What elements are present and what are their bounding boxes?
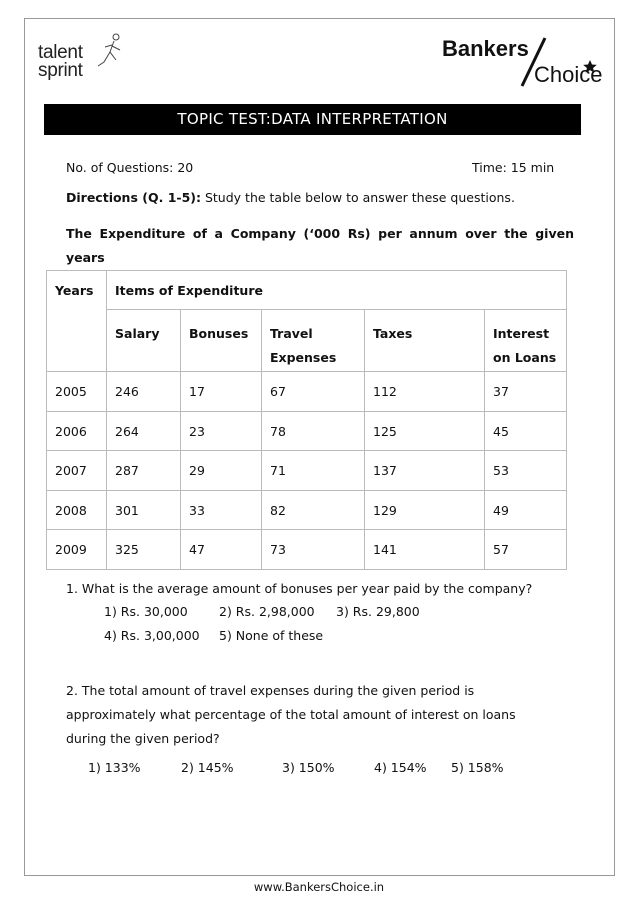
- table-cell: 45: [485, 411, 567, 451]
- q1-option-3: 3) Rs. 29,800: [336, 604, 420, 619]
- q1-option-5: 5) None of these: [219, 628, 324, 643]
- table-cell: 37: [485, 372, 567, 412]
- table-cell: 78: [262, 411, 365, 451]
- q1-option-4: 4) Rs. 3,00,000: [104, 628, 200, 643]
- table-cell: 67: [262, 372, 365, 412]
- table-cell: 47: [181, 530, 262, 570]
- column-header: Interest on Loans: [485, 310, 567, 372]
- directions: [66, 190, 515, 205]
- table-cell: 129: [365, 490, 485, 530]
- q2-option-3: 3) 150%: [282, 760, 335, 775]
- table-row: [47, 530, 567, 570]
- items-header: Items of Expenditure: [107, 271, 567, 310]
- time-limit: Time: 15 min: [472, 160, 555, 175]
- table-cell: 137: [365, 451, 485, 491]
- q1-option-1: 1) Rs. 30,000: [104, 604, 188, 619]
- table-cell: 17: [181, 372, 262, 412]
- question-2-line-1: 2. The total amount of travel expenses during the given period is: [66, 683, 475, 698]
- table-cell: 29: [181, 451, 262, 491]
- table-cell: 246: [107, 372, 181, 412]
- table-cell: 2008: [47, 490, 107, 530]
- table-cell: 125: [365, 411, 485, 451]
- table-cell: 57: [485, 530, 567, 570]
- table-cell: 49: [485, 490, 567, 530]
- talentsprint-logo: [38, 44, 83, 80]
- logo-left-line1: talent: [38, 42, 83, 63]
- expenditure-table: [46, 270, 567, 570]
- table-cell: 2009: [47, 530, 107, 570]
- column-header: Salary: [107, 310, 181, 372]
- directions-label: Directions (Q. 1-5):: [66, 190, 201, 205]
- table-cell: 264: [107, 411, 181, 451]
- table-heading: The Expenditure of a Company (‘000 Rs) per annum over the given years: [66, 226, 574, 265]
- question-1: 1. What is the average amount of bonuses per year paid by the company?: [66, 581, 533, 596]
- table-cell: 53: [485, 451, 567, 491]
- directions-text: Study the table below to answer these questions.: [201, 190, 515, 205]
- q1-option-2: 2) Rs. 2,98,000: [219, 604, 315, 619]
- logo-right-line2: Choice: [534, 62, 603, 87]
- page-title-banner: TOPIC TEST:DATA INTERPRETATION: [44, 104, 581, 135]
- table-row: [47, 490, 567, 530]
- years-header: Years: [47, 271, 107, 372]
- column-header: Bonuses: [181, 310, 262, 372]
- column-header: Travel Expenses: [262, 310, 365, 372]
- question-2-line-3: during the given period?: [66, 731, 220, 746]
- column-header: Taxes: [365, 310, 485, 372]
- table-cell: 141: [365, 530, 485, 570]
- table-cell: 71: [262, 451, 365, 491]
- q2-option-4: 4) 154%: [374, 760, 427, 775]
- table-cell: 112: [365, 372, 485, 412]
- table-row: [47, 411, 567, 451]
- q2-option-2: 2) 145%: [181, 760, 234, 775]
- q2-option-5: 5) 158%: [451, 760, 504, 775]
- table-cell: 2005: [47, 372, 107, 412]
- table-cell: 325: [107, 530, 181, 570]
- table-cell: 287: [107, 451, 181, 491]
- question-2-line-2: approximately what percentage of the total amount of interest on loans: [66, 707, 516, 722]
- question-count: No. of Questions: 20: [66, 160, 194, 175]
- table-cell: 33: [181, 490, 262, 530]
- footer-url: www.BankersChoice.in: [253, 880, 385, 894]
- runner-icon: [96, 32, 126, 76]
- table-row: [47, 451, 567, 491]
- table-cell: 73: [262, 530, 365, 570]
- logo-right-line1: Bankers: [442, 36, 529, 61]
- table-cell: 23: [181, 411, 262, 451]
- table-cell: 2006: [47, 411, 107, 451]
- table-cell: 301: [107, 490, 181, 530]
- logo-left-line2: sprint: [38, 60, 83, 81]
- table-cell: 82: [262, 490, 365, 530]
- q2-option-1: 1) 133%: [88, 760, 141, 775]
- table-cell: 2007: [47, 451, 107, 491]
- table-row: [47, 372, 567, 412]
